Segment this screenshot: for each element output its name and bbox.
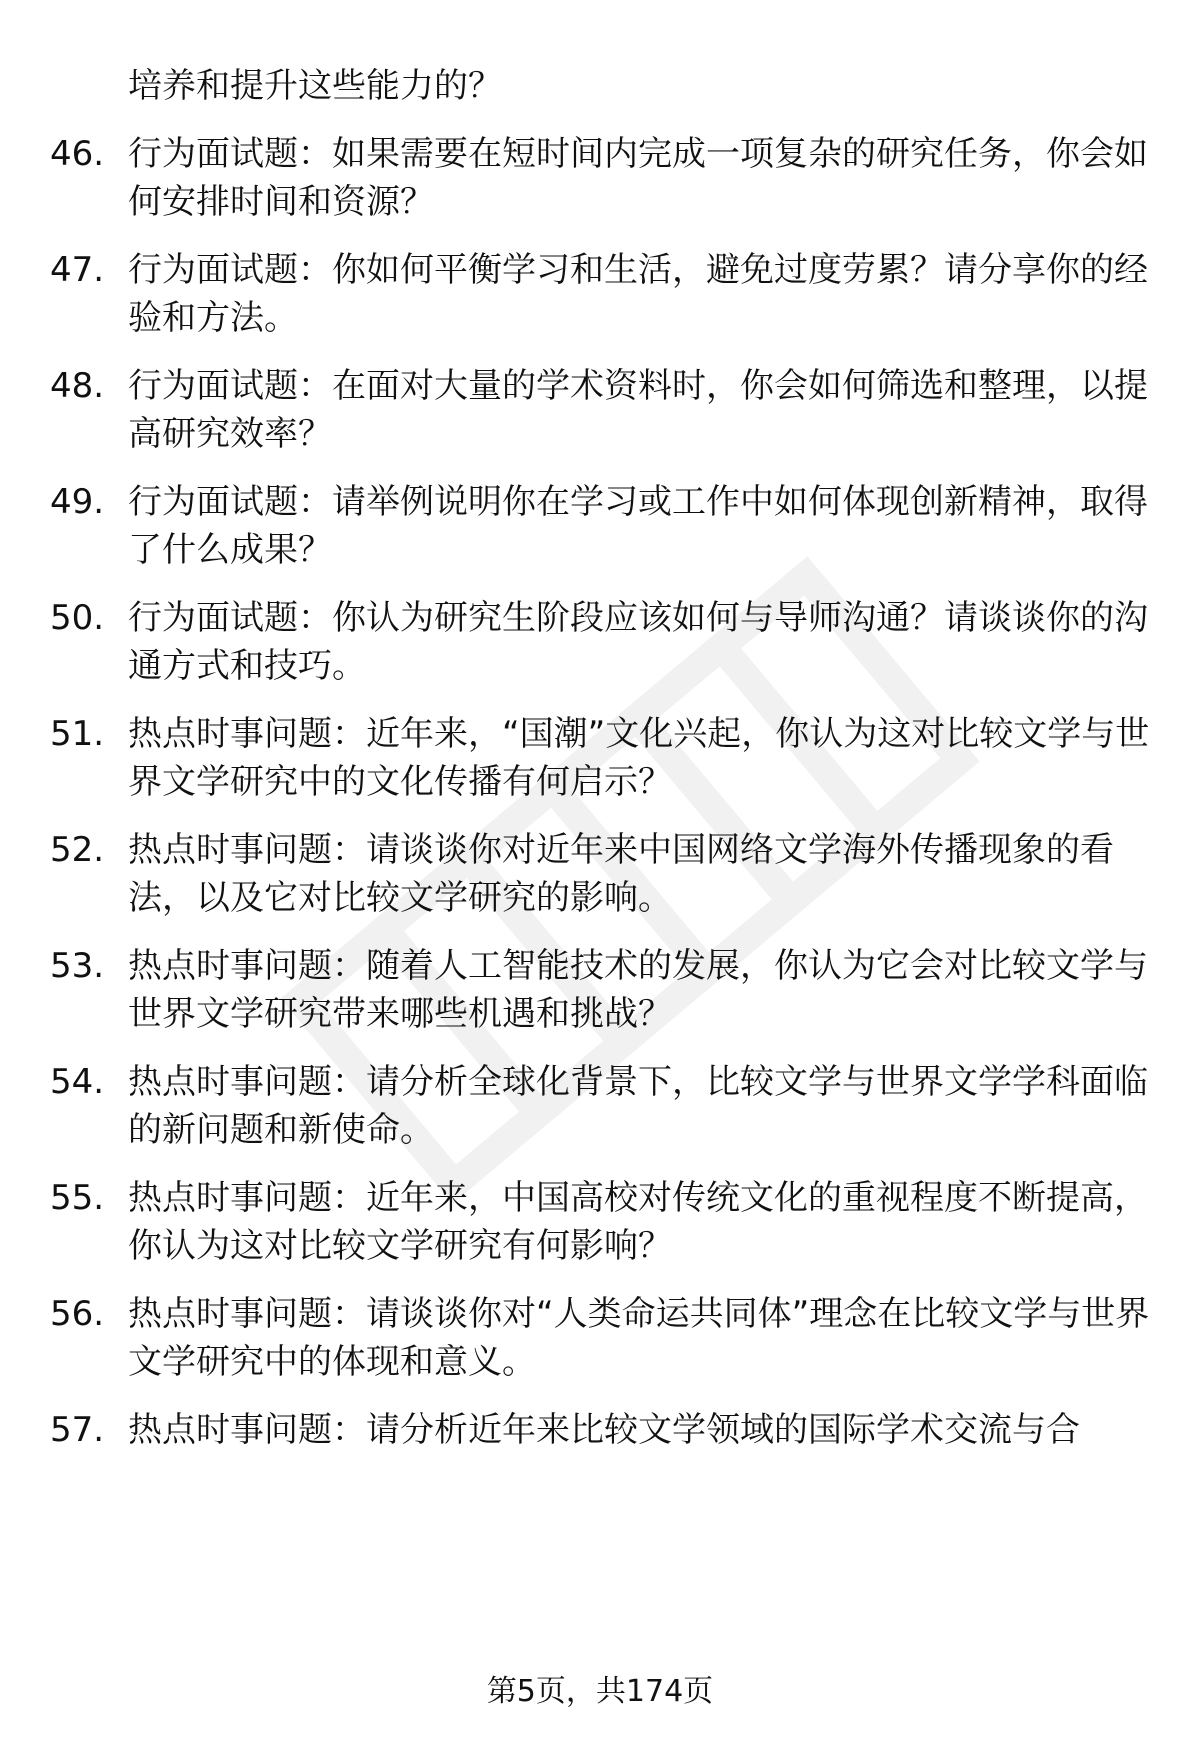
item-text: 行为面试题：在面对大量的学术资料时，你会如何筛选和整理，以提高研究效率？ [128,366,1148,454]
list-item [50,826,1160,922]
item-text: 行为面试题：如果需要在短时间内完成一项复杂的研究任务，你会如何安排时间和资源？ [128,134,1148,222]
item-text: 热点时事问题：随着人工智能技术的发展，你认为它会对比较文学与世界文学研究带来哪些机遇和挑战？ [128,946,1148,1034]
item-text: 热点时事问题：请分析近年来比较文学领域的国际学术交流与合 [128,1410,1080,1450]
list-item [50,710,1160,806]
item-text: 行为面试题：请举例说明你在学习或工作中如何体现创新精神，取得了什么成果？ [128,482,1148,570]
item-text: 热点时事问题：近年来，“国潮”文化兴起，你认为这对比较文学与世界文学研究中的文化传播有何启示？ [128,714,1150,802]
item-number: 48. [50,366,105,406]
item-text: 行为面试题：你认为研究生阶段应该如何与导师沟通？请谈谈你的沟通方式和技巧。 [128,598,1148,686]
list-item [50,130,1160,226]
list-item [50,942,1160,1038]
list-item [50,1406,1160,1454]
page-footer: 第5页，共174页 [486,1674,714,1709]
item-text: 热点时事问题：近年来，中国高校对传统文化的重视程度不断提高，你认为这对比较文学研究有何影响？ [128,1178,1148,1266]
item-number: 54. [50,1062,105,1102]
item-number: 49. [50,482,105,522]
item-number: 50. [50,598,105,638]
item-number: 46. [50,134,105,174]
item-number: 57. [50,1410,105,1450]
item-text: 热点时事问题：请谈谈你对“人类命运共同体”理念在比较文学与世界文学研究中的体现和意义。 [128,1294,1150,1382]
item-number: 55. [50,1178,105,1218]
list-item [50,1290,1160,1386]
continuation-text: 培养和提升这些能力的？ [128,66,502,106]
item-text: 热点时事问题：请分析全球化背景下，比较文学与世界文学学科面临的新问题和新使命。 [128,1062,1148,1150]
item-text: 热点时事问题：请谈谈你对近年来中国网络文学海外传播现象的看法，以及它对比较文学研究的影响。 [128,830,1114,918]
list-item [50,594,1160,690]
item-number: 56. [50,1294,105,1334]
item-number: 52. [50,830,105,870]
item-text: 行为面试题：你如何平衡学习和生活，避免过度劳累？请分享你的经验和方法。 [128,250,1148,338]
item-number: 47. [50,250,105,290]
list-item [50,246,1160,342]
item-number: 53. [50,946,105,986]
list-item [50,1174,1160,1270]
item-number: 51. [50,714,105,754]
list-item [50,362,1160,458]
list-item [50,1058,1160,1154]
list-item [50,478,1160,574]
